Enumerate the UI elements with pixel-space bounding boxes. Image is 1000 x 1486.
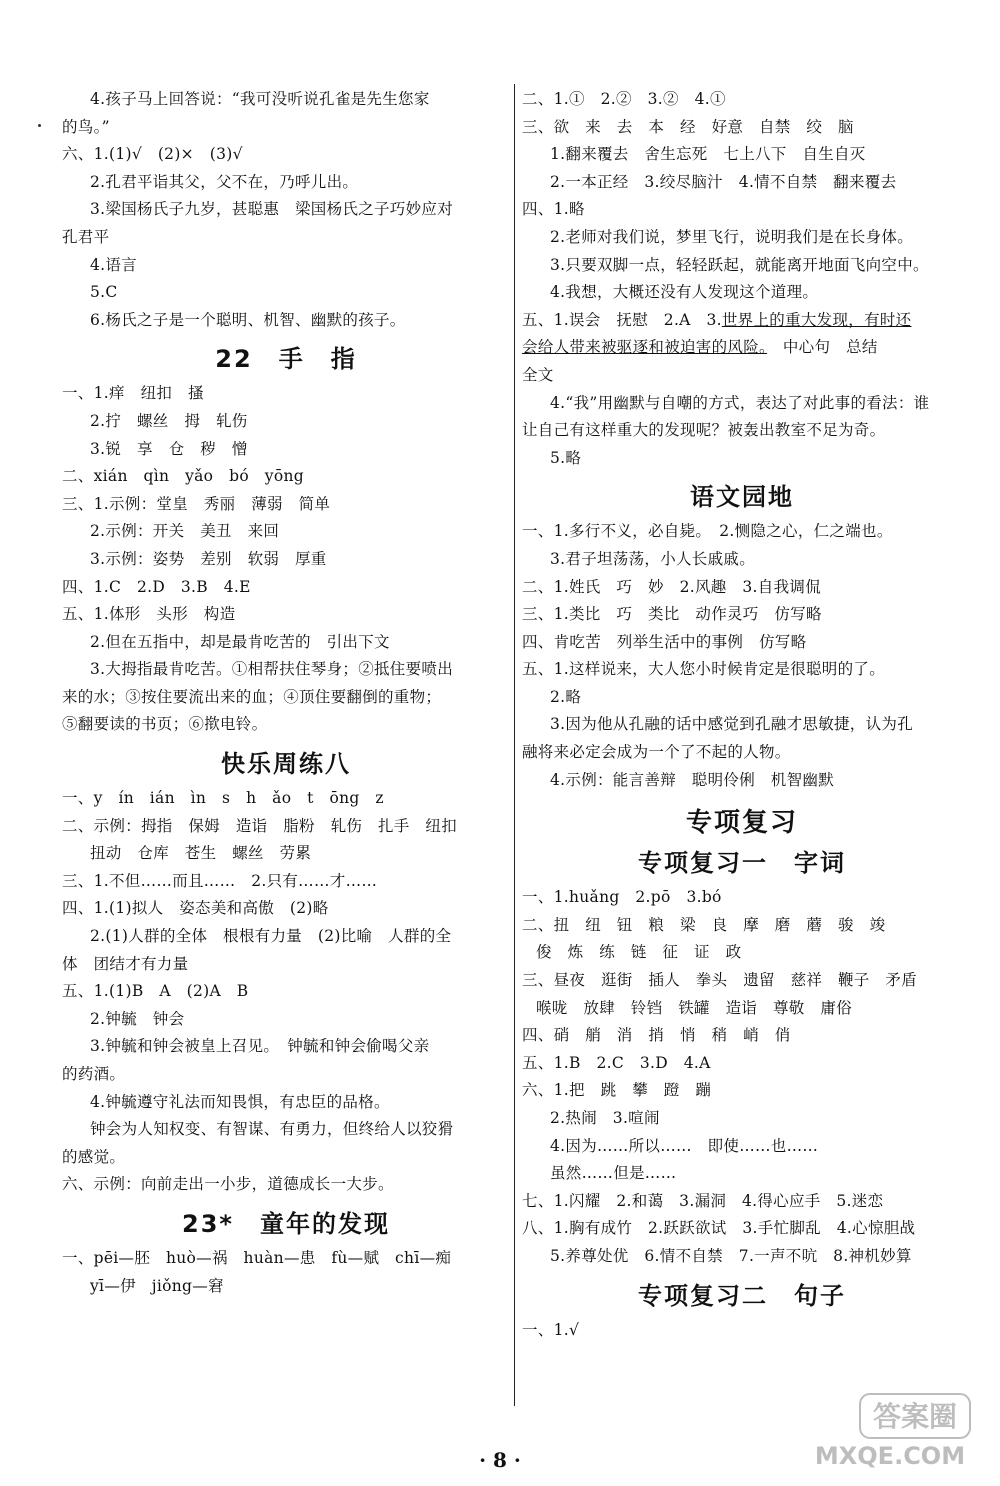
answer-line: 二、示例：拇指 保姆 造诣 脂粉 轧伤 扎手 纽扣 <box>62 816 458 835</box>
answer-line: 4.孩子马上回答说：“我可没听说孔雀是先生您家 <box>90 90 430 108</box>
section-heading: 语文园地 <box>690 483 794 512</box>
answer-line: 六、示例：向前走出一小步，道德成长一大步。 <box>62 1175 394 1194</box>
answer-text: 中心句 总结 <box>767 338 878 357</box>
answer-line: 3.示例：姿势 差别 软弱 厚重 <box>90 549 327 568</box>
answer-line: 5.略 <box>550 448 582 467</box>
answer-line: 融将来必定会成为一个了不起的人物。 <box>522 743 791 762</box>
answer-line: 一、1.多行不义，必自毙。 2.恻隐之心，仁之端也。 <box>522 522 893 541</box>
column-divider <box>514 84 515 1406</box>
answer-line: 的感觉。 <box>62 1147 126 1166</box>
answer-line: 四、硝 艄 消 捎 悄 稍 峭 俏 <box>522 1026 791 1045</box>
answer-line: 孔君平 <box>62 227 110 246</box>
answer-line: 3.只要双脚一点，轻轻跃起，就能离开地面飞向空中。 <box>550 255 929 274</box>
answer-line: ⑤翻要读的书页；⑥揿电铃。 <box>62 715 268 734</box>
answer-line: 2.但在五指中，却是最肯吃苦的 引出下文 <box>90 632 390 651</box>
answer-line: 三、1.示例：堂皇 秀丽 薄弱 简单 <box>62 494 331 513</box>
left-column <box>62 86 510 1300</box>
answer-line: 一、1.√ <box>522 1320 580 1339</box>
answer-line: 的药酒。 <box>62 1065 126 1083</box>
answer-line: 三、1.不但……而且…… 2.只有……才…… <box>62 871 378 890</box>
answer-line: 1.翻来覆去 舍生忘死 七上八下 自生自灭 <box>550 145 866 164</box>
answer-line: 3.钟毓和钟会被皇上召见。 钟毓和钟会偷喝父亲 <box>90 1037 430 1056</box>
answer-line: 二、1.姓氏 巧 妙 2.风趣 3.自我调侃 <box>522 577 821 596</box>
answer-line: 三、1.类比 巧 类比 动作灵巧 仿写略 <box>522 605 822 624</box>
section-heading: 22 手 指 <box>215 345 357 374</box>
answer-line: 来的水；③按住要流出来的血；④顶住要翻倒的重物； <box>62 687 442 706</box>
answer-line: 4.示例：能言善辩 聪明伶俐 机智幽默 <box>550 770 834 789</box>
right-column <box>522 86 962 1344</box>
answer-line: 3.君子坦荡荡，小人长戚戚。 <box>550 549 755 568</box>
answer-line: 一、1.huǎng 2.pō 3.bó <box>522 888 722 907</box>
answer-line: 全文 <box>522 365 554 384</box>
underlined-text: 世界上的重大发现，有时还 <box>721 310 912 329</box>
answer-line: 喉咙 放肆 铃铛 铁罐 造诣 尊敬 庸俗 <box>536 998 853 1017</box>
answer-line: 八、1.胸有成竹 2.跃跃欲试 3.手忙脚乱 4.心惊胆战 <box>522 1219 916 1238</box>
answer-line: 3.大拇指最肯吃苦。①相帮扶住琴身；②抵住要喷出 <box>90 660 453 679</box>
answer-line: 2.热闹 3.喧闹 <box>550 1109 660 1127</box>
watermark-bottom-text: MXQE.COM <box>814 1442 966 1470</box>
answer-line: 四、1.(1)拟人 姿态美和高傲 (2)略 <box>62 899 329 918</box>
answer-line: 一、pēi—胚 huò—祸 huàn—患 fù—赋 chī—痴 <box>62 1248 452 1267</box>
answer-line: 2.钟毓 钟会 <box>90 1009 185 1028</box>
answer-line: 5.C <box>90 283 118 302</box>
answer-line: 四、1.略 <box>522 200 585 219</box>
answer-line: 二、1.① 2.② 3.② 4.① <box>522 90 726 108</box>
answer-line <box>522 334 962 362</box>
page-number: · 8 · <box>479 1448 521 1472</box>
answer-line <box>522 307 962 335</box>
section-heading: 专项复习二 句子 <box>638 1281 846 1310</box>
answer-line: 五、1.B 2.C 3.D 4.A <box>522 1053 711 1072</box>
answer-line: 二、xián qìn yǎo bó yōng <box>62 467 304 486</box>
answer-line: 4.“我”用幽默与自嘲的方式，表达了对此事的看法：谁 <box>550 393 930 412</box>
answer-line: 4.我想，大概还没有人发现这个道理。 <box>550 283 819 302</box>
answer-line: 钟会为人知权变、有智谋、有勇力，但终给人以狡猾 <box>90 1120 454 1139</box>
answer-line: 扭动 仓库 苍生 螺丝 劳累 <box>90 844 312 863</box>
underlined-text: 会给人带来被驱逐和被迫害的风险。 <box>522 338 768 357</box>
answer-line: 4.钟毓遵守礼法而知畏惧，有忠臣的品格。 <box>90 1092 390 1111</box>
answer-line: 五、1.这样说来，大人您小时候肯定是很聪明的了。 <box>522 660 885 679</box>
answer-line: 七、1.闪耀 2.和蔼 3.漏洞 4.得心应手 5.迷恋 <box>522 1191 884 1210</box>
answer-line: 2.拧 螺丝 拇 轧伤 <box>90 411 248 430</box>
stray-mark <box>38 124 41 127</box>
answer-line: 三、欲 来 去 本 经 好意 自禁 绞 脑 <box>522 117 854 136</box>
answer-line: 让自己有这样重大的发现呢？被轰出教室不足为奇。 <box>522 421 886 440</box>
answer-line: 二、扭 纽 钮 粮 梁 良 摩 磨 蘑 骏 竣 <box>522 915 886 934</box>
answer-line: 3.梁国杨氏子九岁，甚聪惠 梁国杨氏之子巧妙应对 <box>90 200 453 219</box>
answer-line: 四、肯吃苦 列举生活中的事例 仿写略 <box>522 632 807 651</box>
answer-line: 虽然……但是…… <box>550 1164 677 1183</box>
answer-line: 五、1.(1)B A (2)A B <box>62 982 249 1001</box>
section-heading: 专项复习 <box>685 808 798 839</box>
answer-line: 2.示例：开关 美丑 来回 <box>90 522 280 541</box>
answer-line: 3.因为他从孔融的话中感觉到孔融才思敏捷，认为孔 <box>550 715 913 734</box>
answer-line: 六、1.把 跳 攀 蹬 蹦 <box>522 1081 712 1100</box>
answer-line: 2.(1)人群的全体 根根有力量 (2)比喻 人群的全 <box>90 927 452 946</box>
answer-line: 2.孔君平诣其父，父不在，乃呼儿出。 <box>90 172 359 191</box>
answer-line: 五、1.体形 头形 构造 <box>62 605 236 624</box>
answer-line: 2.一本正经 3.绞尽脑汁 4.情不自禁 翻来覆去 <box>550 172 897 191</box>
section-heading: 专项复习一 字词 <box>638 849 846 878</box>
watermark-top-text: 答案圈 <box>872 1400 958 1433</box>
section-heading: 23* 童年的发现 <box>182 1209 390 1238</box>
answer-line: 2.略 <box>550 687 582 706</box>
answer-line: 三、昼夜 逛街 插人 拳头 遗留 慈祥 鞭子 矛盾 <box>522 971 918 990</box>
answer-line: 的鸟。” <box>62 117 110 136</box>
answer-line: 6.杨氏之子是一个聪明、机智、幽默的孩子。 <box>90 310 406 329</box>
answer-line: 4.语言 <box>90 255 137 274</box>
answer-line: 四、1.C 2.D 3.B 4.E <box>62 577 251 596</box>
answer-line: 2.老师对我们说，梦里飞行，说明我们是在长身体。 <box>550 227 913 246</box>
answer-line: yī—伊 jiǒng—窘 <box>90 1276 224 1295</box>
answer-line: 一、y ín ián ìn s h ǎo t ōng z <box>62 789 384 808</box>
answer-line: 俊 炼 练 链 征 证 政 <box>536 943 742 962</box>
answer-line: 5.养尊处优 6.情不自禁 7.一声不吭 8.神机妙算 <box>550 1246 912 1265</box>
answer-text: 五、1.误会 抚慰 2.A 3. <box>522 310 722 329</box>
answer-line: 体 团结才有力量 <box>62 954 189 973</box>
answer-line: 4.因为……所以…… 即使……也…… <box>550 1136 819 1155</box>
answer-line: 六、1.(1)√ (2)× (3)√ <box>62 145 243 164</box>
section-heading: 快乐周练八 <box>221 750 351 779</box>
answer-line: 3.锐 享 仓 秽 憎 <box>90 439 248 458</box>
watermark-logo <box>790 1390 980 1472</box>
answer-line: 一、1.痒 纽扣 搔 <box>62 384 204 403</box>
